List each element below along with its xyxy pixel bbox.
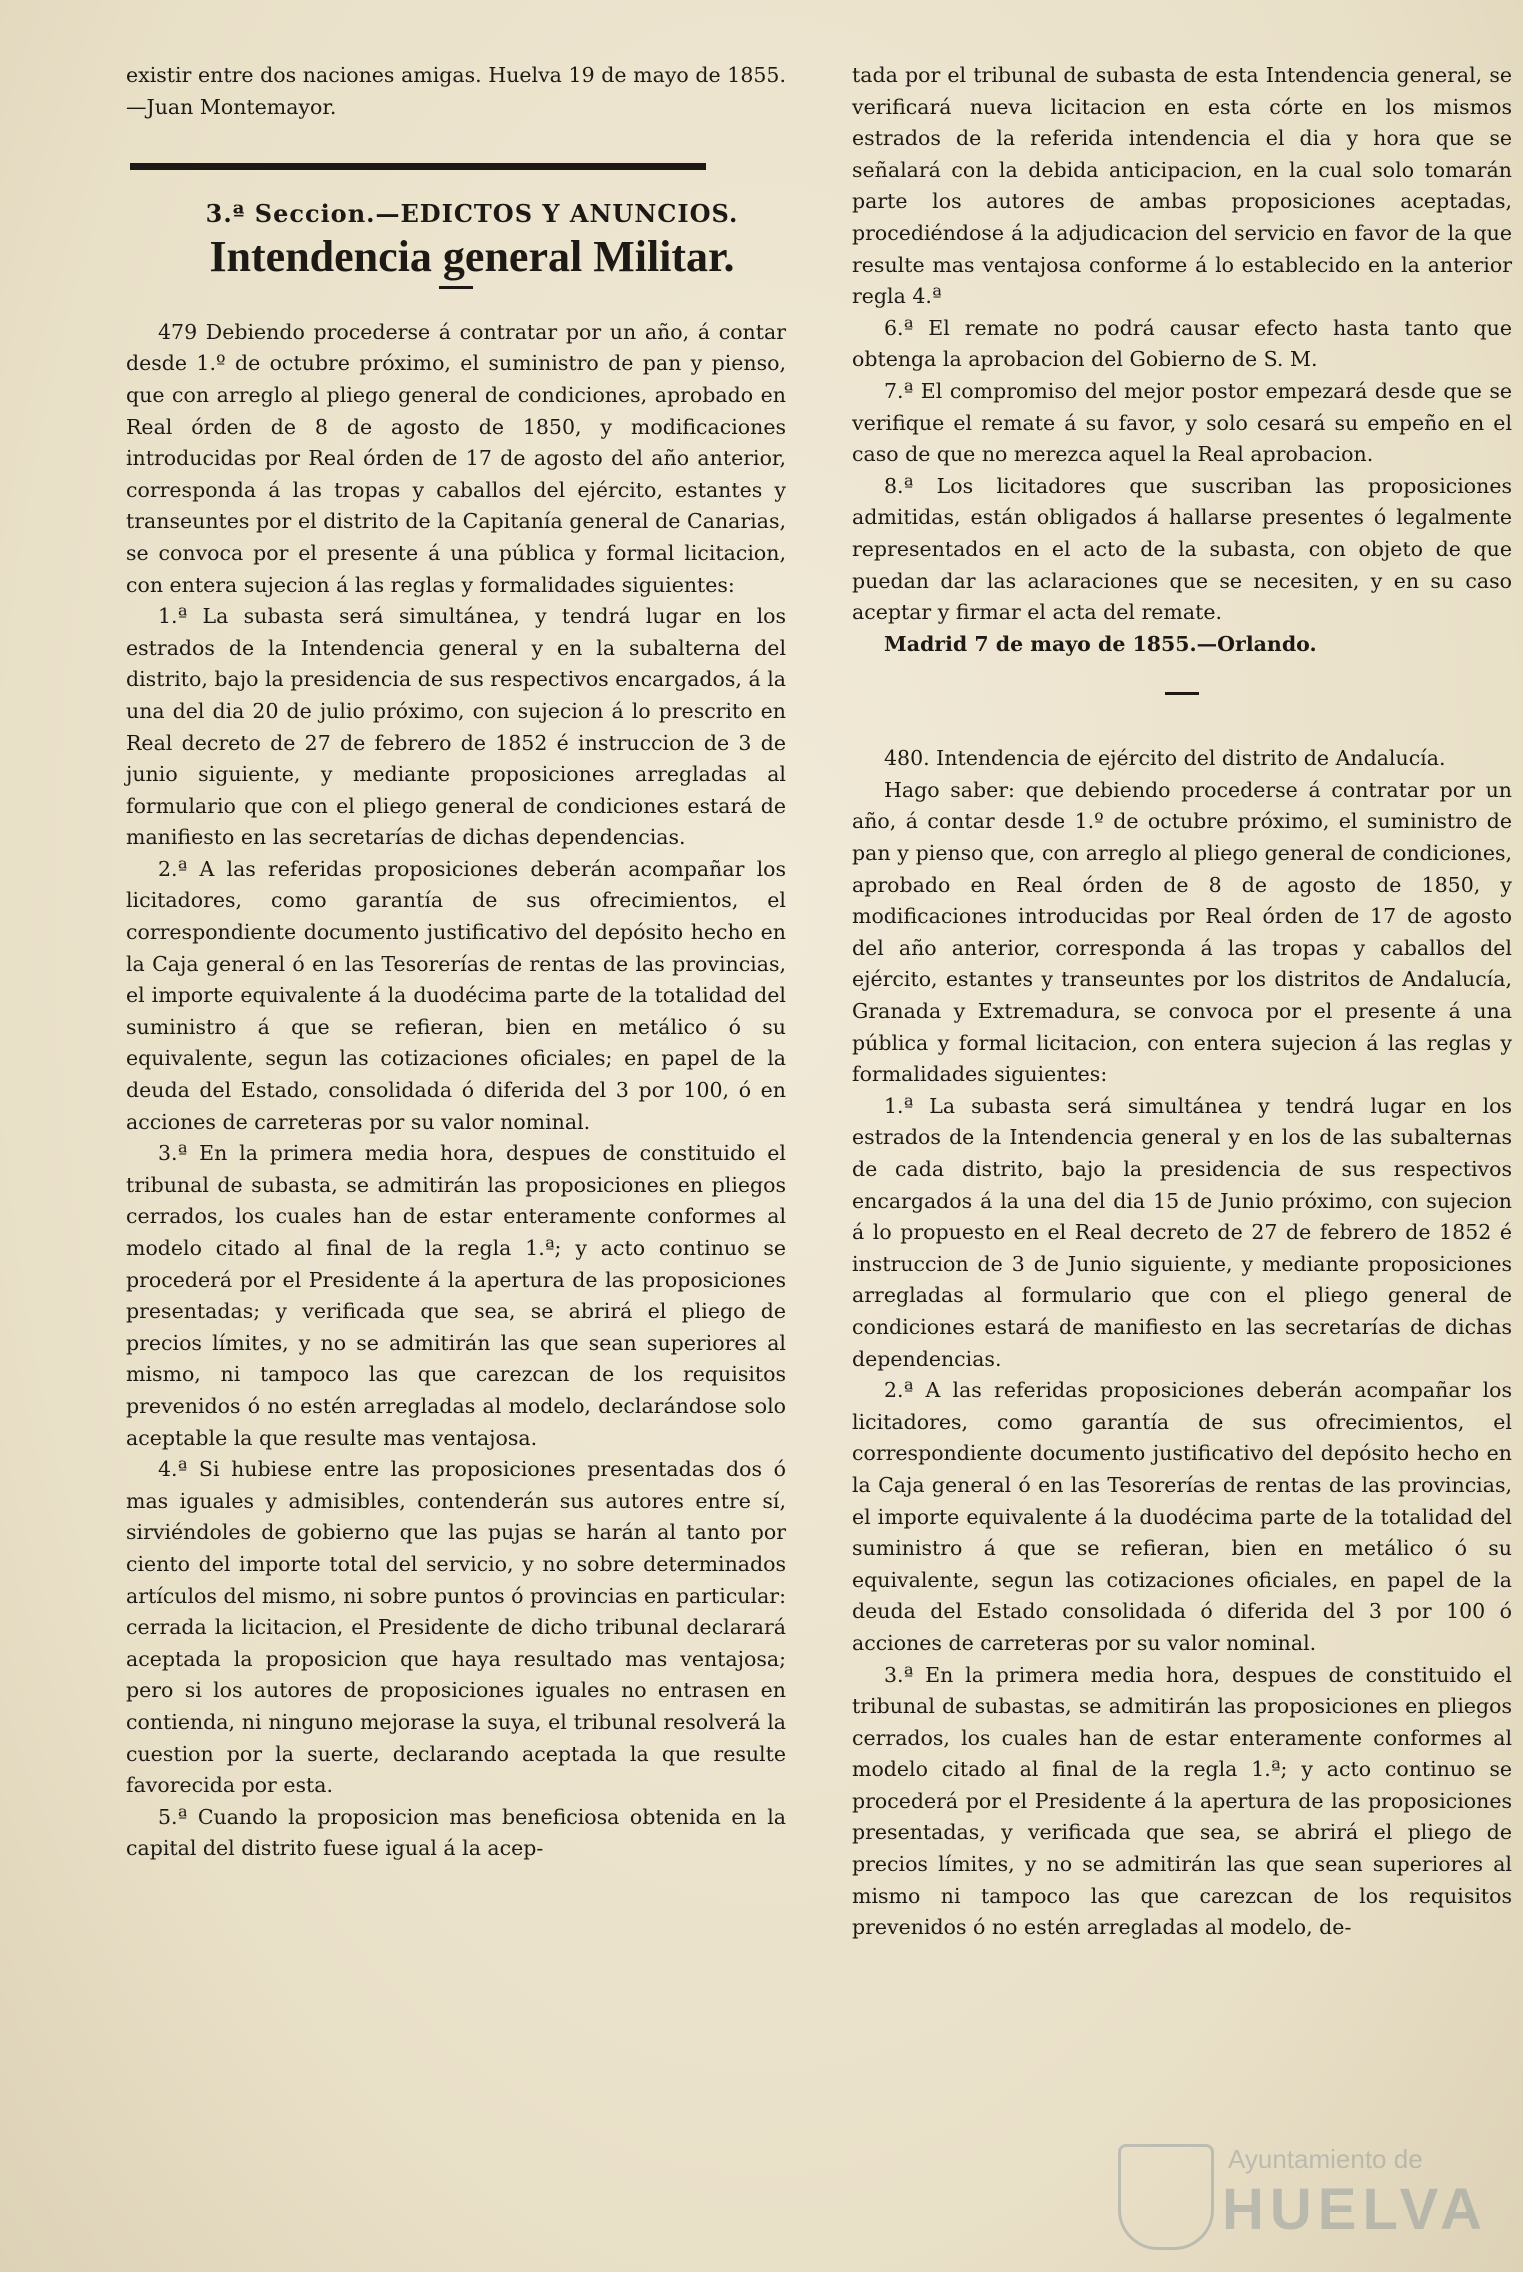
rule-1: 1.ª La subasta será simultánea, y tendrá lugar en los estrados de la Intendencia general y en la subalterna del distrito, bajo la presidencia de sus respectivos encargados, á la una del dia 20 de julio próximo, con sujecion á lo prescrito en Real decreto de 27 de febrero de 1852 é instruccion de 3 de junio siguiente, y mediante proposiciones arregladas al formulario que con el pliego general de condiciones estará de manifiesto en las secretarías de dichas dependencias. <box>126 604 786 850</box>
watermark-big-text: HUELVA <box>1222 2177 1488 2242</box>
rule-5: 5.ª Cuando la proposicion mas beneficiosa obtenida en la capital del distrito fuese igual á la acep- <box>126 1804 786 1861</box>
rule-3: 3.ª En la primera media hora, despues de constituido el tribunal de subasta, se admitirán las proposiciones en pliegos cerrados, los cuales han de estar enteramente conformes al modelo citado al final de la regla 1.ª; y acto continuo se procederá por el Presidente á la apertura de las proposiciones presentadas; y verificada que sea, se abrirá el pliego de precios límites, y no se admitirán las que sean superiores al mismo, ni tampoco las que carezcan de los requisitos prevenidos ó no estén arregladas al modelo, declarándose solo aceptable la que resulte mas ventajosa. <box>126 1141 786 1450</box>
watermark-logo <box>1118 2140 1498 2250</box>
notice-divider <box>1165 692 1199 695</box>
rule-8: 8.ª Los licitadores que suscriban las proposiciones admitidas, están obligados á hallarse presentes ó legalmente representados en el acto de la subasta, con objeto de que puedan dar las aclaraciones que se necesiten, y en su caso aceptar y firmar el acta del remate. <box>852 473 1512 625</box>
section-divider <box>130 163 706 170</box>
rule-7: 7.ª El compromiso del mejor postor empezará desde que se verifique el remate á su favor, y solo cesará su empeño en el caso de que no merezca aquel la Real aprobacion. <box>852 378 1512 467</box>
rule-6: 6.ª El remate no podrá causar efecto hasta tanto que obtenga la aprobacion del Gobierno de S. M. <box>852 315 1512 372</box>
notice-480-heading: 480. Intendencia de ejército del distrito de Andalucía. <box>884 746 1446 771</box>
notice-479-intro: 479 Debiendo procederse á contratar por un año, á contar desde 1.º de octubre próximo, el suministro de pan y pienso, que con arreglo al pliego general de condiciones, aprobado en Real órden de 8 de agosto de 1850, y modificaciones introducidas por Real órden de 17 de agosto del año anterior, corresponda á las tropas y caballos del ejército, estantes y transeuntes por el distrito de la Capitanía general de Canarias, se convoca por el presente á una pública y formal licitacion, con entera sujecion á las reglas y formalidades siguientes: <box>126 319 786 597</box>
rule-480-2: 2.ª A las referidas proposiciones deberán acompañar los licitadores, como garantía de sus ofrecimientos, el correspondiente documento justificativo del depósito hecho en la Caja general ó en las Tesorerías de rentas de las provincias, el importe equivalente á la duodécima parte de la totalidad del suministro á que se refieran, bien en metálico ó su equivalente, segun las cotizaciones oficiales, en papel de la deuda del Estado consolidada ó diferida del 3 por 100 ó acciones de carreteras por su valor nominal. <box>852 1378 1512 1655</box>
shield-icon <box>1118 2144 1214 2250</box>
previous-notice-end: existir entre dos naciones amigas. Huelva 19 de mayo de 1855.—Juan Montemayor. <box>126 63 786 119</box>
article-title: Intendencia general Militar. <box>209 231 735 281</box>
rule-480-3: 3.ª En la primera media hora, despues de constituido el tribunal de subastas, se admitirán las proposiciones en pliegos cerrados, los cuales han de estar enteramente conformes al modelo citado al final de la regla 1.ª; y acto continuo se procederá por el Presidente á la apertura de las proposiciones presentadas, y verificada que sea, se abrirá el pliego de precios límites, y no se admitirán las que sean superiores al mismo ni tampoco las que carezcan de los requisitos prevenidos ó no estén arregladas al modelo, de- <box>852 1662 1512 1940</box>
right-column <box>852 60 1512 1944</box>
signoff-479: Madrid 7 de mayo de 1855.—Orlando. <box>884 631 1317 656</box>
left-column <box>126 60 786 1865</box>
rule-4: 4.ª Si hubiese entre las proposiciones presentadas dos ó mas iguales y admisibles, contenderán sus autores entre sí, sirviéndoles de gobierno que las pujas se harán al tanto por ciento del importe total del servicio, y no sobre determinados artículos del mismo, ni sobre puntos ó provincias en particular: cerrada la licitacion, el Presidente de dicho tribunal declarará aceptada la proposicion que haya resultado mas ventajosa; pero si los autores de proposiciones iguales no entrasen en contienda, ni ninguno mejorase la suya, el tribunal resolverá la cuestion por la suerte, declarando aceptada la que resulte favorecida por esta. <box>126 1457 786 1798</box>
rule-480-1: 1.ª La subasta será simultánea y tendrá lugar en los estrados de la Intendencia general y en los de las subalternas de cada distrito, bajo la presidencia de sus respectivos encargados á la una del dia 15 de Junio próximo, con sujecion á lo propuesto en el Real decreto de 27 de febrero de 1852 é instruccion de 3 de Junio siguiente, y mediante proposiciones arregladas al formulario que con el pliego general de condiciones estará de manifiesto en las secretarías de dichas dependencias. <box>852 1093 1512 1371</box>
rule-5-continued: tada por el tribunal de subasta de esta Intendencia general, se verificará nueva licitacion en esta córte en los mismos estrados de la referida intendencia el dia y hora que se señalará con la debida anticipacion, en la cual solo tomarán parte los autores de ambas proposiciones aceptadas, procediéndose á la adjudicacion del servicio en favor de la que resulte mas ventajosa conforme á lo establecido en la anterior regla 4.ª <box>852 63 1512 309</box>
section-heading: 3.ª Seccion.—EDICTOS Y ANUNCIOS. <box>205 199 739 229</box>
rule-2: 2.ª A las referidas proposiciones deberán acompañar los licitadores, como garantía de sus ofrecimientos, el correspondiente documento justificativo del depósito hecho en la Caja general ó en las Tesorerías de rentas de las provincias, el importe equivalente á la duodécima parte de la totalidad del suministro á que se refieran, bien en metálico ó su equivalente, segun las cotizaciones oficiales; en papel de la deuda del Estado, consolidada ó diferida del 3 por 100, ó en acciones de carreteras por su valor nominal. <box>126 856 786 1134</box>
title-divider <box>439 286 473 289</box>
notice-480-intro: Hago saber: que debiendo procederse á contratar por un año, á contar desde 1.º de octubre próximo, el suministro de pan y pienso que, con arreglo al pliego general de condiciones, aprobado en Real órden de 8 de agosto de 1850, y modificaciones introducidas por Real órden de 17 de agosto del año anterior, corresponda á las tropas y caballos del ejército, estantes y transeuntes por los distritos de Andalucía, Granada y Extremadura, se convoca por el presente á una pública y formal licitacion, con entera sujecion á las reglas y formalidades siguientes: <box>852 777 1512 1087</box>
watermark-small-text: Ayuntamiento de <box>1228 2144 1423 2174</box>
